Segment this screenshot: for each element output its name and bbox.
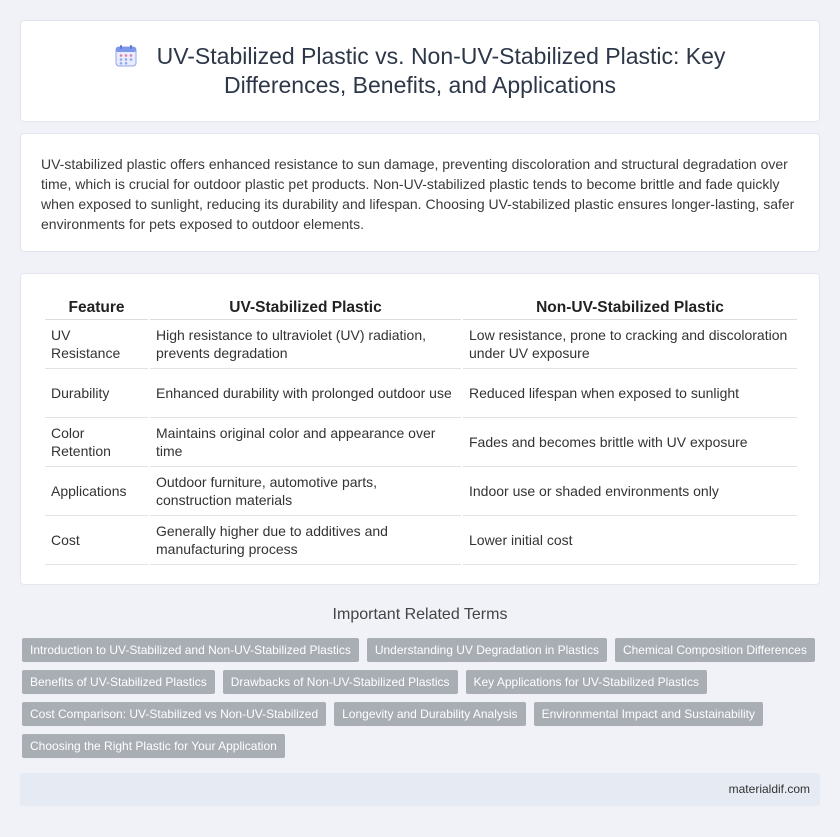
table-row [45,467,797,516]
related-term-tag[interactable]: Chemical Composition Differences [615,638,815,662]
table-row [45,369,797,418]
row-uv-value: Enhanced durability with prolonged outdoor use [150,369,461,418]
related-term-tag[interactable]: Choosing the Right Plastic for Your Application [22,734,285,758]
row-uv-value: Outdoor furniture, automotive parts, construction materials [150,467,461,516]
header-card [20,20,820,122]
footer-site-name[interactable]: materialdif.com [728,782,810,796]
row-feature: Applications [45,467,148,516]
related-term-tag[interactable]: Key Applications for UV-Stabilized Plastics [466,670,707,694]
comparison-card [20,273,820,585]
intro-paragraph: UV-stabilized plastic offers enhanced resistance to sun damage, preventing discoloration and structural degradation over time, which is crucial for outdoor plastic pet products. Non-UV-stabilized plastic tends to become brittle and fade quickly when exposed to sunlight, reducing its durability and lifespan. Choosing UV-stabilized plastic ensures longer-lasting, safer environments for pets exposed to outdoor elements. [41,156,795,232]
related-terms-list [22,638,822,758]
comparison-table [43,294,799,565]
header-uv-stabilized: UV-Stabilized Plastic [150,294,461,320]
row-feature: Cost [45,516,148,565]
header-non-uv-stabilized: Non-UV-Stabilized Plastic [463,294,797,320]
header-feature: Feature [45,294,148,320]
related-term-tag[interactable]: Benefits of UV-Stabilized Plastics [22,670,215,694]
row-feature: Color Retention [45,418,148,467]
table-row [45,418,797,467]
row-non-uv-value: Fades and becomes brittle with UV exposure [463,418,797,467]
table-row [45,516,797,565]
intro-card [20,133,820,252]
row-feature: Durability [45,369,148,418]
footer [20,773,820,806]
table-row [45,320,797,369]
page-title [51,42,789,100]
related-term-tag[interactable]: Drawbacks of Non-UV-Stabilized Plastics [223,670,458,694]
row-uv-value: High resistance to ultraviolet (UV) radiation, prevents degradation [150,320,461,369]
calendar-icon [115,45,137,67]
related-term-tag[interactable]: Environmental Impact and Sustainability [534,702,763,726]
row-uv-value: Generally higher due to additives and manufacturing process [150,516,461,565]
related-terms-heading: Important Related Terms [332,606,508,623]
row-non-uv-value: Lower initial cost [463,516,797,565]
page-title-text: UV-Stabilized Plastic vs. Non-UV-Stabilized Plastic: Key Differences, Benefits, and Applications [156,43,726,98]
related-term-tag[interactable]: Longevity and Durability Analysis [334,702,525,726]
table-header-row [45,294,797,320]
row-feature: UV Resistance [45,320,148,369]
row-non-uv-value: Reduced lifespan when exposed to sunlight [463,369,797,418]
related-term-tag[interactable]: Introduction to UV-Stabilized and Non-UV-Stabilized Plastics [22,638,359,662]
related-term-tag[interactable]: Cost Comparison: UV-Stabilized vs Non-UV-Stabilized [22,702,326,726]
row-non-uv-value: Low resistance, prone to cracking and discoloration under UV exposure [463,320,797,369]
related-term-tag[interactable]: Understanding UV Degradation in Plastics [367,638,607,662]
row-uv-value: Maintains original color and appearance over time [150,418,461,467]
row-non-uv-value: Indoor use or shaded environments only [463,467,797,516]
